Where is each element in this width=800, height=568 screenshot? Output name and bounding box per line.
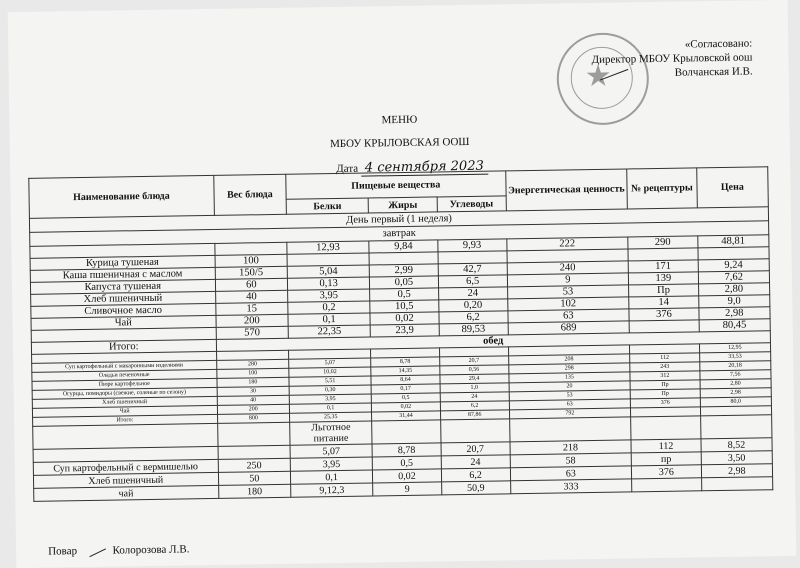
table-cell: чай — [34, 485, 219, 501]
table-cell: 12,95 — [699, 343, 770, 353]
table-cell: 376 — [632, 465, 702, 479]
school-seal: ★ — [556, 32, 649, 125]
table-cell: Суп картофельный с макаронными изделиями — [32, 360, 217, 372]
header-nutrients: Пищевые вещества — [286, 171, 506, 199]
table-cell: 5,07 — [290, 444, 372, 458]
table-cell: 9,84 — [369, 240, 438, 253]
table-cell: Пр — [630, 380, 700, 390]
table-cell: Чай — [32, 405, 217, 417]
table-cell: 6,5 — [438, 275, 507, 288]
header-fat: Жиры — [368, 197, 437, 213]
table-cell: 0,02 — [373, 469, 442, 483]
table-cell: 240 — [507, 261, 629, 275]
table-cell: 100 — [216, 368, 289, 378]
table-cell: 63 — [507, 309, 629, 323]
approval-line-3: Волчанская И.В. — [674, 65, 753, 79]
table-cell: 0,1 — [291, 470, 373, 484]
table-cell: 0,56 — [440, 365, 509, 375]
table-cell: 570 — [216, 326, 289, 339]
table-cell — [632, 478, 702, 492]
table-cell: 0,17 — [371, 384, 440, 394]
table-cell: 312 — [630, 371, 700, 381]
table-cell: 9,24 — [698, 259, 770, 272]
table-cell: 243 — [630, 362, 700, 372]
cook-signature — [84, 538, 106, 558]
table-cell: 2,98 — [699, 307, 771, 320]
table-cell: 42,7 — [438, 263, 507, 276]
table-cell: 29,4 — [440, 374, 509, 384]
header-name: Наименование блюда — [29, 175, 214, 218]
table-cell: 2,80 — [698, 283, 770, 296]
table-cell: 135 — [508, 372, 630, 383]
table-cell: Огурцы, помидоры (свежие, соленые по сезону) — [32, 387, 217, 399]
table-cell: 20,7 — [441, 442, 510, 456]
table-cell: 14,35 — [371, 366, 440, 376]
table-cell: 3,50 — [701, 451, 773, 465]
table-cell: 3,95 — [288, 289, 370, 302]
table-cell — [701, 477, 773, 491]
table-cell: Сливочное масло — [31, 303, 216, 318]
cook-label: Повар — [48, 545, 78, 558]
table-cell: 9,0 — [698, 295, 770, 308]
lunch-label: обед — [216, 331, 771, 352]
table-cell: 0,2 — [288, 301, 370, 314]
table-cell: 100 — [215, 254, 288, 267]
approval-block — [591, 36, 753, 81]
table-cell — [698, 247, 770, 260]
table-cell: 9,93 — [438, 239, 507, 252]
table-cell: 0,5 — [372, 456, 441, 470]
table-cell: 208 — [508, 354, 630, 365]
table-cell: 58 — [510, 453, 632, 468]
table-cell: 0,1 — [288, 313, 370, 326]
table-cell: Пр — [629, 284, 699, 297]
table-cell: 89,53 — [439, 323, 508, 336]
total-label: Итого: — [31, 339, 216, 354]
table-cell: 6,2 — [439, 311, 508, 324]
table-cell: 376 — [629, 308, 699, 321]
menu-title: МЕНЮ — [381, 113, 418, 127]
table-cell: 171 — [628, 260, 698, 273]
table-cell: 150/5 — [215, 266, 288, 279]
table-cell: 24 — [441, 455, 510, 469]
table-cell: Суп картофельный с вермишелью — [33, 459, 218, 475]
table-cell: 0,1 — [289, 403, 371, 413]
table-cell: 9,12,3 — [291, 483, 373, 497]
table-cell: 0,02 — [372, 402, 441, 412]
table-cell: 20,7 — [439, 356, 508, 366]
table-cell: 50 — [218, 471, 291, 485]
header-recipe: № рецептуры — [627, 168, 697, 209]
approval-line-1: «Согласовано: — [684, 37, 753, 51]
table-cell: 12,93 — [287, 241, 369, 254]
table-cell: 7,56 — [700, 370, 771, 380]
table-cell: 0,5 — [370, 288, 439, 301]
table-cell: 6,2 — [441, 468, 510, 482]
table-cell: 40 — [215, 290, 288, 303]
table-cell — [628, 248, 698, 261]
table-cell: Итого: — [33, 414, 218, 426]
table-cell: 23,9 — [370, 324, 439, 337]
header-protein: Белки — [286, 198, 368, 214]
table-cell: 33,53 — [699, 352, 770, 362]
table-cell: Оладьи печеночные — [32, 369, 217, 381]
table-cell: 298 — [508, 363, 630, 374]
table-cell: 333 — [510, 479, 632, 494]
table-cell: 25,35 — [290, 412, 372, 422]
table-cell: 14 — [629, 296, 699, 309]
table-cell: 9 — [507, 273, 629, 287]
table-cell: 0,30 — [289, 385, 371, 395]
table-cell: 3,95 — [290, 457, 372, 471]
table-cell: 0,05 — [370, 276, 439, 289]
document-page — [8, 0, 797, 568]
date-label: Дата — [336, 162, 359, 176]
table-cell: 290 — [628, 236, 698, 249]
lgot-label: Льготное питание — [290, 421, 372, 445]
table-cell: 0,02 — [370, 312, 439, 325]
table-cell: Чай — [31, 315, 216, 330]
table-cell: 8,78 — [371, 357, 440, 367]
table-cell: Хлеб пшеничный — [32, 396, 217, 408]
table-cell: 112 — [630, 353, 700, 363]
table-cell: 15 — [215, 302, 288, 315]
table-cell: 7,62 — [698, 271, 770, 284]
table-cell: 5,51 — [289, 376, 371, 386]
table-cell: 22,35 — [288, 325, 370, 338]
table-cell: 0,20 — [438, 299, 507, 312]
table-cell: 63 — [509, 399, 631, 410]
table-cell: 200 — [217, 404, 290, 414]
table-cell: 60 — [215, 278, 288, 291]
table-cell: Капуста тушеная — [30, 279, 215, 294]
header-price: Цена — [696, 167, 768, 208]
table-cell: 63 — [510, 466, 632, 481]
cook-name: Колорозова Л.В. — [112, 543, 190, 557]
header-weight: Вес блюда — [213, 174, 286, 215]
header-energy: Энергетическая ценность — [505, 169, 627, 211]
table-cell: 250 — [218, 458, 291, 472]
table-cell: 31,44 — [372, 411, 441, 421]
table-cell: 0,5 — [371, 393, 440, 403]
table-cell: 222 — [506, 237, 628, 251]
table-cell: 200 — [215, 314, 288, 327]
table-cell: 5,04 — [287, 265, 369, 278]
table-cell: 0,13 — [287, 277, 369, 290]
day-label: День первый (1 неделя) — [29, 207, 768, 233]
table-cell: 8,78 — [372, 443, 441, 457]
table-cell: 689 — [508, 321, 630, 335]
table-cell: 87,86 — [440, 410, 509, 420]
table-cell: Каша пшеничная с маслом — [30, 267, 215, 282]
table-cell: 792 — [509, 408, 631, 419]
table-cell: 20,18 — [699, 361, 770, 371]
breakfast-label: завтрак — [30, 221, 769, 247]
header-carbs: Углеводы — [437, 196, 506, 212]
table-cell: 80,0 — [700, 397, 771, 407]
table-cell: 3,95 — [289, 394, 371, 404]
table-cell: 280 — [216, 359, 289, 369]
table-cell: 800 — [217, 413, 290, 423]
table-cell: 2,98 — [701, 464, 773, 478]
table-cell: 24 — [438, 287, 507, 300]
table-cell: 139 — [628, 272, 698, 285]
table-cell: 53 — [507, 285, 629, 299]
table-cell: Хлеб пшеничный — [31, 291, 216, 306]
table-cell: 10,5 — [370, 300, 439, 313]
table-cell: 8,64 — [371, 375, 440, 385]
table-cell: 8,52 — [701, 438, 773, 452]
table-cell: 50,9 — [441, 481, 510, 495]
table-cell: 5,07 — [289, 358, 371, 368]
table-cell: 376 — [630, 398, 700, 408]
table-cell: 10,02 — [289, 367, 371, 377]
table-cell: 20 — [509, 381, 631, 392]
table-cell: 180 — [218, 484, 291, 498]
table-cell: 2,98 — [700, 388, 771, 398]
table-cell: 2,99 — [369, 264, 438, 277]
table-cell: 2,80 — [700, 379, 771, 389]
table-cell: 6,2 — [440, 401, 509, 411]
table-cell — [369, 252, 438, 265]
table-cell: Курица тушеная — [30, 255, 215, 270]
table-cell: Пюре картофельное — [32, 378, 217, 390]
menu-table — [28, 166, 773, 502]
table-cell: Хлеб пшеничный — [33, 472, 218, 488]
approval-line-2: Директор МБОУ Крыловской оош — [591, 51, 753, 66]
date-value: 4 сентября 2023 — [361, 159, 488, 177]
cook-signature-line — [48, 539, 190, 557]
table-cell: 180 — [216, 377, 289, 387]
table-cell: 80,45 — [699, 319, 771, 332]
table-cell — [438, 251, 507, 264]
table-cell: 48,81 — [697, 235, 769, 248]
table-cell: 1,0 — [440, 383, 509, 393]
table-cell: 24 — [440, 392, 509, 402]
table-cell: Пр — [630, 389, 700, 399]
table-cell: пр — [631, 452, 701, 466]
table-cell: 112 — [631, 439, 701, 453]
table-cell — [218, 445, 291, 459]
table-cell: 40 — [217, 395, 290, 405]
table-cell: 30 — [217, 386, 290, 396]
table-cell: 102 — [507, 297, 629, 311]
school-name: МБОУ КРЫЛОВСКАЯ ООШ — [330, 135, 470, 151]
table-cell — [629, 320, 699, 333]
table-cell: 218 — [510, 440, 632, 455]
table-cell: 9 — [373, 482, 442, 496]
table-cell: 53 — [509, 390, 631, 401]
